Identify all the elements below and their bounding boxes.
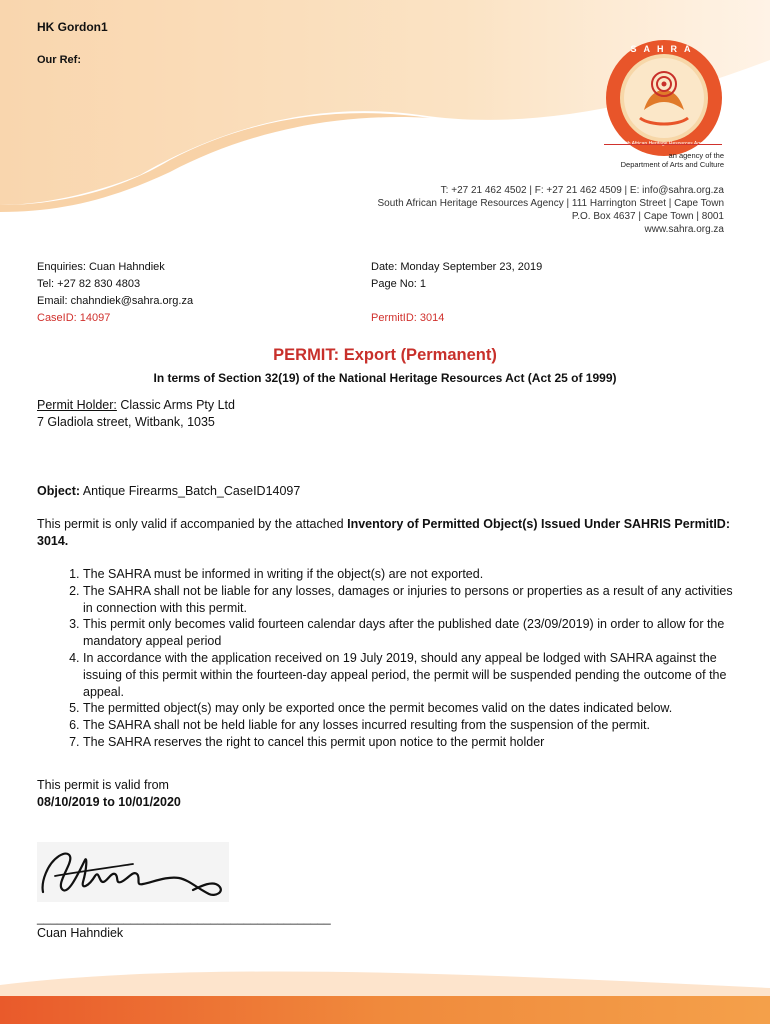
sahra-logo bbox=[604, 38, 724, 158]
telephone: Tel: +27 82 830 4803 bbox=[37, 278, 141, 290]
agency-line-2: Department of Arts and Culture bbox=[620, 160, 724, 169]
condition-item: 5. The permitted object(s) may only be exported once the permit becomes valid on the dates indicated below. bbox=[83, 700, 737, 717]
validity-intro: This permit is only valid if accompanied by the attached bbox=[37, 517, 348, 531]
condition-item: 7. The SAHRA reserves the right to cancel this permit upon notice to the permit holder bbox=[83, 734, 737, 751]
signature-icon bbox=[37, 842, 229, 902]
signatory-name: Cuan Hahndiek bbox=[37, 926, 124, 940]
our-ref-label: Our Ref: bbox=[37, 54, 81, 66]
condition-item: 1. The SAHRA must be informed in writing if the object(s) are not exported. bbox=[83, 566, 737, 583]
valid-from-label: This permit is valid from bbox=[37, 778, 169, 792]
signature-image bbox=[37, 842, 229, 902]
permit-holder-address: 7 Gladiola street, Witbank, 1035 bbox=[37, 415, 215, 429]
valid-dates: 08/10/2019 to 10/01/2020 bbox=[37, 795, 181, 809]
permit-holder-label: Permit Holder: bbox=[37, 398, 117, 412]
address-line-street: South African Heritage Resources Agency | 111 Harrington Street | Cape Town bbox=[377, 198, 724, 209]
logo-letter-r: R bbox=[670, 44, 684, 54]
validity-inventory: Inventory of Permitted Object(s) Issued Under SAHRIS PermitID: 3014. bbox=[37, 517, 730, 548]
signature-line: ____________________________________________ bbox=[37, 911, 331, 925]
validity-paragraph bbox=[37, 516, 730, 550]
permit-title: PERMIT: Export (Permanent) bbox=[273, 346, 497, 364]
logo-letter-h: H bbox=[657, 44, 671, 54]
document-date: Date: Monday September 23, 2019 bbox=[371, 261, 543, 273]
logo-letter-a: A bbox=[643, 44, 657, 54]
condition-item: 3. This permit only becomes valid fourteen calendar days after the published date (23/09/2019) in order to allow for the mandatory appeal period bbox=[83, 616, 737, 650]
object-label: Object: bbox=[37, 484, 81, 498]
agency-line-1: an agency of the bbox=[668, 151, 724, 160]
object-line bbox=[37, 483, 300, 500]
case-id: CaseID: 14097 bbox=[37, 312, 111, 324]
sahra-seal-icon bbox=[604, 38, 724, 158]
page-number: Page No: 1 bbox=[371, 278, 427, 290]
logo-letter-s: S bbox=[630, 44, 644, 54]
condition-item: 4. In accordance with the application received on 19 July 2019, should any appeal be lodged with SAHRA against the issuing of this permit within the fourteen-day appeal period, the permit will be suspended pending the outcome of the appeal. bbox=[83, 650, 737, 700]
logo-letter-a2: A bbox=[684, 44, 698, 54]
address-line-contacts: T: +27 21 462 4502 | F: +27 21 462 4509 | E: info@sahra.org.za bbox=[440, 185, 724, 196]
condition-item: 6. The SAHRA shall not be held liable for any losses incurred resulting from the suspension of the permit. bbox=[83, 717, 737, 734]
permit-holder-name: Classic Arms Pty Ltd bbox=[116, 398, 235, 412]
condition-item: 2. The SAHRA shall not be liable for any losses, damages or injuries to persons or properties as a result of any activities in connection with this permit. bbox=[83, 583, 737, 617]
company-name: HK Gordon1 bbox=[37, 20, 108, 34]
address-line-po-box: P.O. Box 4637 | Cape Town | 8001 bbox=[571, 211, 724, 222]
email: Email: chahndiek@sahra.org.za bbox=[37, 295, 194, 307]
act-reference: In terms of Section 32(19) of the National Heritage Resources Act (Act 25 of 1999) bbox=[153, 371, 617, 385]
permit-id: PermitID: 3014 bbox=[371, 312, 445, 324]
conditions-list bbox=[37, 566, 737, 751]
logo-letters bbox=[626, 44, 702, 54]
enquiries: Enquiries: Cuan Hahndiek bbox=[37, 261, 165, 273]
address-line-website: www.sahra.org.za bbox=[644, 224, 724, 235]
object-value: Antique Firearms_Batch_CaseID14097 bbox=[80, 484, 301, 498]
permit-holder bbox=[37, 397, 235, 414]
logo-rule bbox=[604, 144, 722, 145]
